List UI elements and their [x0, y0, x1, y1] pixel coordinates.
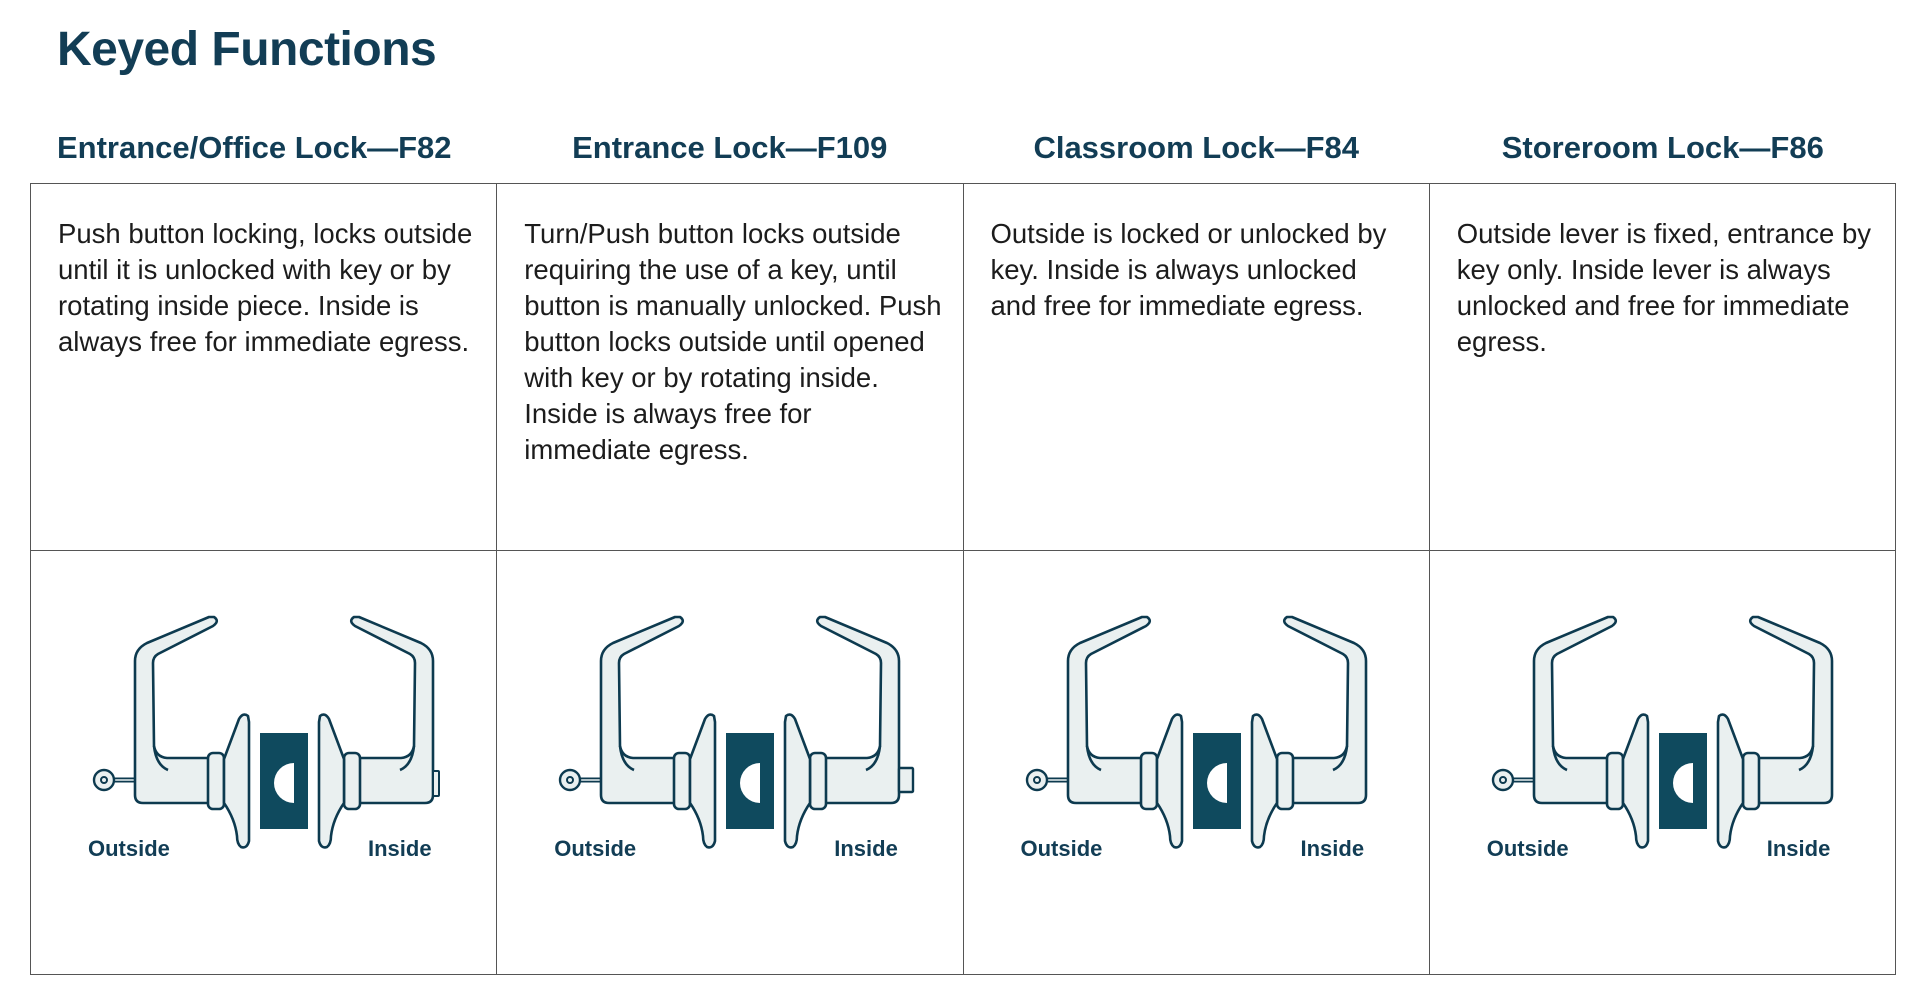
outside-label: Outside [88, 836, 170, 861]
key-icon [1027, 770, 1069, 790]
outside-lever-icon [1068, 617, 1182, 847]
description-row [31, 184, 1896, 551]
outside-label: Outside [554, 836, 637, 861]
heading-f84: Classroom Lock—F84 [1033, 130, 1360, 165]
inside-label: Inside [834, 836, 898, 861]
lock-illustration [1430, 551, 1896, 972]
heading-f109: Entrance Lock—F109 [572, 130, 888, 165]
function-headers [30, 130, 1896, 166]
inside-button-icon [899, 768, 913, 792]
outside-label: Outside [1486, 836, 1569, 861]
inside-label: Inside [1766, 836, 1831, 861]
inside-button-icon [433, 771, 439, 796]
description-f86: Outside lever is fixed, entrance by key only. Inside lever is always unlocked and free for immediate egress. [1429, 184, 1895, 551]
latch-block-icon [260, 733, 308, 829]
latch-block-icon [726, 733, 774, 829]
keyed-functions-table [30, 183, 1896, 975]
lock-illustration [964, 551, 1430, 972]
description-f84: Outside is locked or unlocked by key. Inside is always unlocked and free for immediate egress. [963, 184, 1429, 551]
heading-f82: Entrance/Office Lock—F82 [57, 130, 452, 165]
heading-f86: Storeroom Lock—F86 [1501, 130, 1824, 165]
inside-lever-icon [1718, 617, 1832, 847]
inside-label: Inside [368, 836, 432, 861]
inside-lever-icon [319, 617, 433, 847]
key-icon [94, 770, 136, 790]
latch-block-icon [1193, 733, 1241, 829]
page-title: Keyed Functions [57, 23, 437, 76]
illustration-cell [497, 551, 963, 975]
illustration-cell [963, 551, 1429, 975]
illustration-row [31, 551, 1896, 975]
illustration-cell [31, 551, 497, 975]
key-icon [1493, 770, 1535, 790]
inside-lever-icon [1252, 617, 1366, 847]
description-f109: Turn/Push button locks outside requiring the use of a key, until button is manually unlocked. Push button locks outside until opened with key or by rotating inside. Inside is always free for immediate egress. [497, 184, 963, 551]
description-f82: Push button locking, locks outside until it is unlocked with key or by rotating inside piece. Inside is always free for immediate egress. [31, 184, 497, 551]
inside-lever-icon [785, 617, 899, 847]
latch-block-icon [1659, 733, 1707, 829]
inside-label: Inside [1300, 836, 1365, 861]
lock-illustration [31, 551, 497, 972]
outside-lever-icon [601, 617, 715, 847]
outside-lever-icon [135, 617, 249, 847]
lock-illustration [497, 551, 963, 972]
illustration-cell [1429, 551, 1895, 975]
key-icon [560, 770, 602, 790]
outside-lever-icon [1534, 617, 1648, 847]
outside-label: Outside [1020, 836, 1103, 861]
